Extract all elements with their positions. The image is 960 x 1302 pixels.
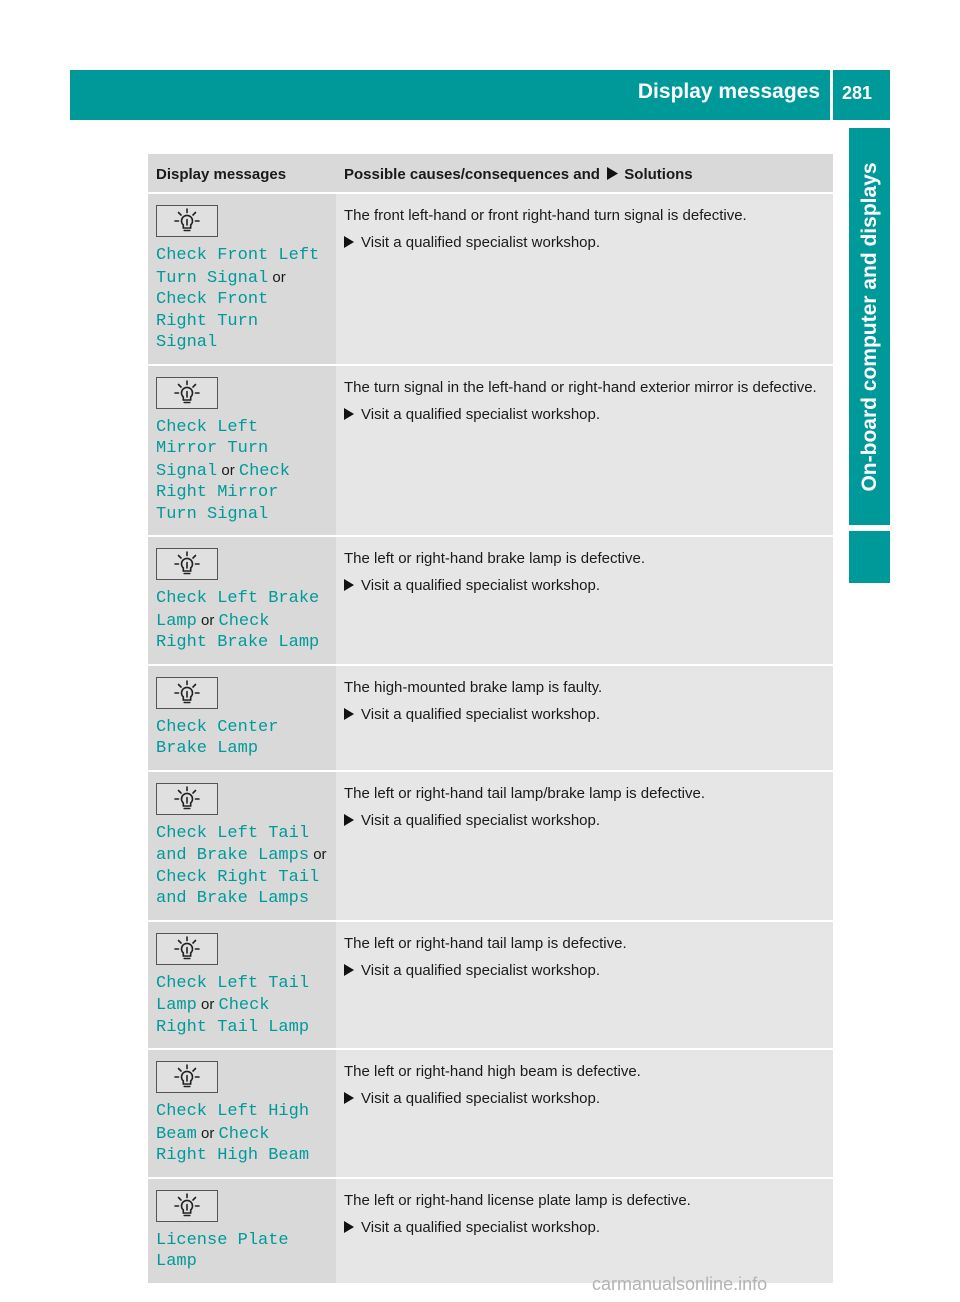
bulb-icon [156,677,218,709]
display-message: Check Right Tail and Brake Lamps [156,867,320,908]
bulb-icon [156,933,218,965]
cause-text: The left or right-hand high beam is defective. [344,1063,641,1080]
page-title: Display messages [637,80,820,103]
solution-cell [336,365,833,537]
display-message-cell [148,365,336,537]
action-text: Visit a qualified specialist workshop. [361,961,601,979]
action-step [344,1088,825,1111]
cause-text: The high-mounted brake lamp is faulty. [344,678,603,696]
table-row [148,193,833,365]
action-arrow-icon [344,704,361,727]
section-tab-marker [849,531,890,583]
display-message: Check Right High Beam [156,1124,310,1165]
display-message: Check Left High Beam [156,1102,310,1144]
bulb-icon [156,377,218,409]
solution-cell [336,536,833,665]
display-message: Check Front Left Turn Signal [156,246,320,288]
table-row [148,1049,833,1178]
display-message: Check Front Right Turn Signal [156,290,269,352]
table-row [148,665,833,771]
display-message-cell [148,1178,336,1284]
display-message-text [156,1101,328,1167]
display-message: Check Left Tail Lamp [156,973,310,1015]
bulb-icon [156,548,218,580]
bulb-icon [156,1190,218,1222]
or-conjunction: or [196,1124,219,1142]
column-header-causes-label: Possible causes/consequences and [344,165,600,183]
display-message: Check Left Brake Lamp [156,589,320,631]
cause-text: The left or right-hand tail lamp/brake lamp is defective. [344,784,706,802]
action-text: Visit a qualified specialist workshop. [361,577,601,594]
table-row [148,1178,833,1284]
cause-text: The left or right-hand license plate lamp is defective. [344,1191,691,1209]
display-message-cell [148,771,336,921]
display-message: Check Right Brake Lamp [156,611,320,652]
section-tab-label: On-board computer and displays [857,161,881,492]
display-message-text [156,823,328,910]
solution-cell [336,771,833,921]
action-arrow-icon [344,575,361,598]
header-bar [70,70,890,120]
action-text: Visit a qualified specialist workshop. [361,705,601,723]
display-messages-table [148,154,833,1285]
display-message: Check Left Mirror Turn Signal [156,417,269,481]
or-conjunction: or [309,846,327,863]
action-arrow-icon [344,232,361,255]
display-message: Check Center Brake Lamp [156,717,279,758]
action-step [344,575,825,598]
cause-text: The front left-hand or front right-hand turn signal is defective. [344,207,747,224]
table-row [148,536,833,665]
display-message-cell [148,193,336,365]
display-message-text [156,245,328,354]
display-message-cell [148,1049,336,1178]
column-header-solutions [336,154,833,193]
action-step [344,232,825,255]
bulb-icon [156,1061,218,1093]
action-arrow-icon [344,404,361,427]
cause-text: The turn signal in the left-hand or right-hand exterior mirror is defective. [344,378,817,396]
or-conjunction: or [268,268,286,286]
solution-cell [336,1178,833,1284]
action-arrow-icon [344,1088,361,1111]
triangle-arrow-icon [606,167,618,180]
table-header-row [148,154,833,193]
action-step [344,1217,825,1240]
display-message: Check Left Tail and Brake Lamps [156,823,310,865]
display-message-text [156,588,328,654]
watermark: carmanualsonline.info [592,1274,768,1294]
display-message-cell [148,921,336,1050]
action-text: Visit a qualified specialist workshop. [361,1218,601,1236]
action-arrow-icon [344,960,361,983]
section-tab [849,128,890,525]
action-step [344,810,825,833]
action-step [344,704,825,727]
display-message: Check Right Mirror Turn Signal [156,461,290,524]
table-row [148,921,833,1050]
or-conjunction: or [196,611,219,629]
or-conjunction: or [196,996,219,1013]
column-header-solutions-label: Solutions [624,165,693,183]
table-row [148,771,833,921]
display-message: License Plate Lamp [156,1230,289,1271]
display-message-cell [148,665,336,771]
page-number: 281 [842,83,873,103]
solution-cell [336,1049,833,1178]
action-arrow-icon [344,1217,361,1240]
display-message-text [156,717,328,760]
header-separator [830,70,833,120]
display-message-cell [148,536,336,665]
bulb-icon [156,205,218,237]
solution-cell [336,921,833,1050]
action-text: Visit a qualified specialist workshop. [361,234,601,251]
solution-cell [336,193,833,365]
column-header-display-messages: Display messages [148,154,336,193]
cause-text: The left or right-hand tail lamp is defective. [344,934,627,952]
display-message-text [156,973,328,1039]
cause-text: The left or right-hand brake lamp is defective. [344,550,645,567]
action-text: Visit a qualified specialist workshop. [361,811,601,829]
solution-cell [336,665,833,771]
action-text: Visit a qualified specialist workshop. [361,405,601,423]
table-row [148,365,833,537]
display-message-text [156,417,328,526]
action-step [344,960,825,983]
bulb-icon [156,783,218,815]
action-arrow-icon [344,810,361,833]
or-conjunction: or [217,461,239,479]
display-message: Check Right Tail Lamp [156,996,310,1037]
display-message-text [156,1230,328,1273]
action-text: Visit a qualified specialist workshop. [361,1090,601,1107]
action-step [344,404,825,427]
